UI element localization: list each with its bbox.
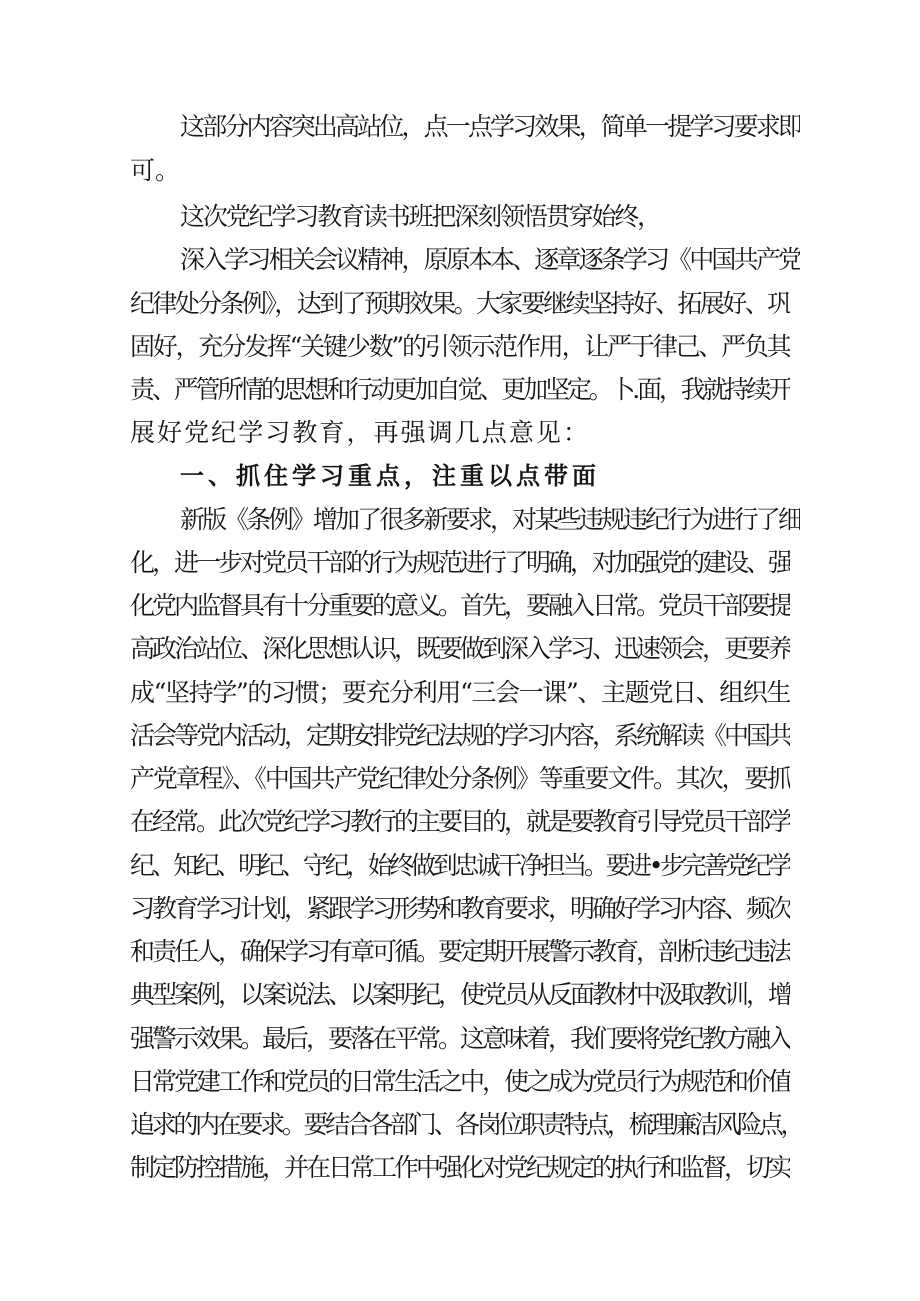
body-line: 纪、知纪、明纪、守纪，始终做到忠诚干净担当。要进•步完善党纪学 <box>130 851 790 880</box>
body-line: 典型案例，以案说法、以案明纪，使党员从反面教材中汲取教训，增 <box>130 980 790 1009</box>
body-line: 新版《条例》增加了很多新要求，对某些违规违纪行为进行了细 <box>180 505 800 534</box>
body-line: 强警示效果。最后，要落在平常。这意味着，我们要将党纪教方融入 <box>130 1024 790 1053</box>
body-line: 制定防控措施，并在日常工作中强化对党纪规定的执行和监督，切实 <box>130 1153 790 1182</box>
body-line: 固好，充分发挥“关键少数”的引领示范作用，让严于律己、严负其 <box>130 332 790 361</box>
section-heading: 一、抓住学习重点，注重以点带面 <box>180 462 600 490</box>
body-line: 纪律处分条例》，达到了预期效果。大家要继续坚持好、拓展好、巩 <box>130 289 790 318</box>
body-line: 追求的内在要求。要结合各部门、各岗位职责特点，梳理廉洁风险点， <box>130 1110 802 1139</box>
body-line: 活会等党内活动，定期安排党纪法规的学习内容，系统解读《中国共 <box>130 721 790 750</box>
body-line: 展好党纪学习教育，再强调几点意见： <box>130 418 590 447</box>
body-line: 化党内监督具有十分重要的意义。首先，要融入日常。党员干部要提 <box>130 591 790 620</box>
body-line: 在经常。此次党纪学习教行的主要目的，就是要教育引导党员干部学 <box>130 807 790 836</box>
body-line: 可。 <box>130 156 181 185</box>
body-line: 化，进一步对党员干部的行为规范进行了明确，对加强党的建设、强 <box>130 548 790 577</box>
body-line: 深入学习相关会议精神，原原本本、逐章逐条学习《中国共产党 <box>180 245 800 274</box>
body-line: 高政治站位、深化思想认识，既要做到深入学习、迅速领会，更要养 <box>130 634 790 663</box>
body-line: 这次党纪学习教育读书班把深刻领悟贯穿始终， <box>180 202 660 231</box>
body-line: 日常党建工作和党员的日常生活之中，使之成为党员行为规范和价值 <box>130 1067 790 1096</box>
body-line: 责、严管所情的思想和行动更加自觉、更加坚定。卜.面，我就持续开 <box>130 375 790 404</box>
body-line: 这部分内容突出高站位，点一点学习效果，简单一提学习要求即 <box>180 112 800 141</box>
body-line: 和责任人，确保学习有章可循。要定期开展警示教育，剖析违纪违法 <box>130 937 790 966</box>
body-line: 产党章程》、《中国共产党纪律处分条例》等重要文件。其次，要抓 <box>130 764 790 793</box>
body-line: 成“坚持学”的习惯；要充分利用“三会一课”、主题党日、组织生 <box>130 678 790 707</box>
body-line: 习教育学习计划，紧跟学习形势和教育要求，明确好学习内容、频次 <box>130 894 790 923</box>
